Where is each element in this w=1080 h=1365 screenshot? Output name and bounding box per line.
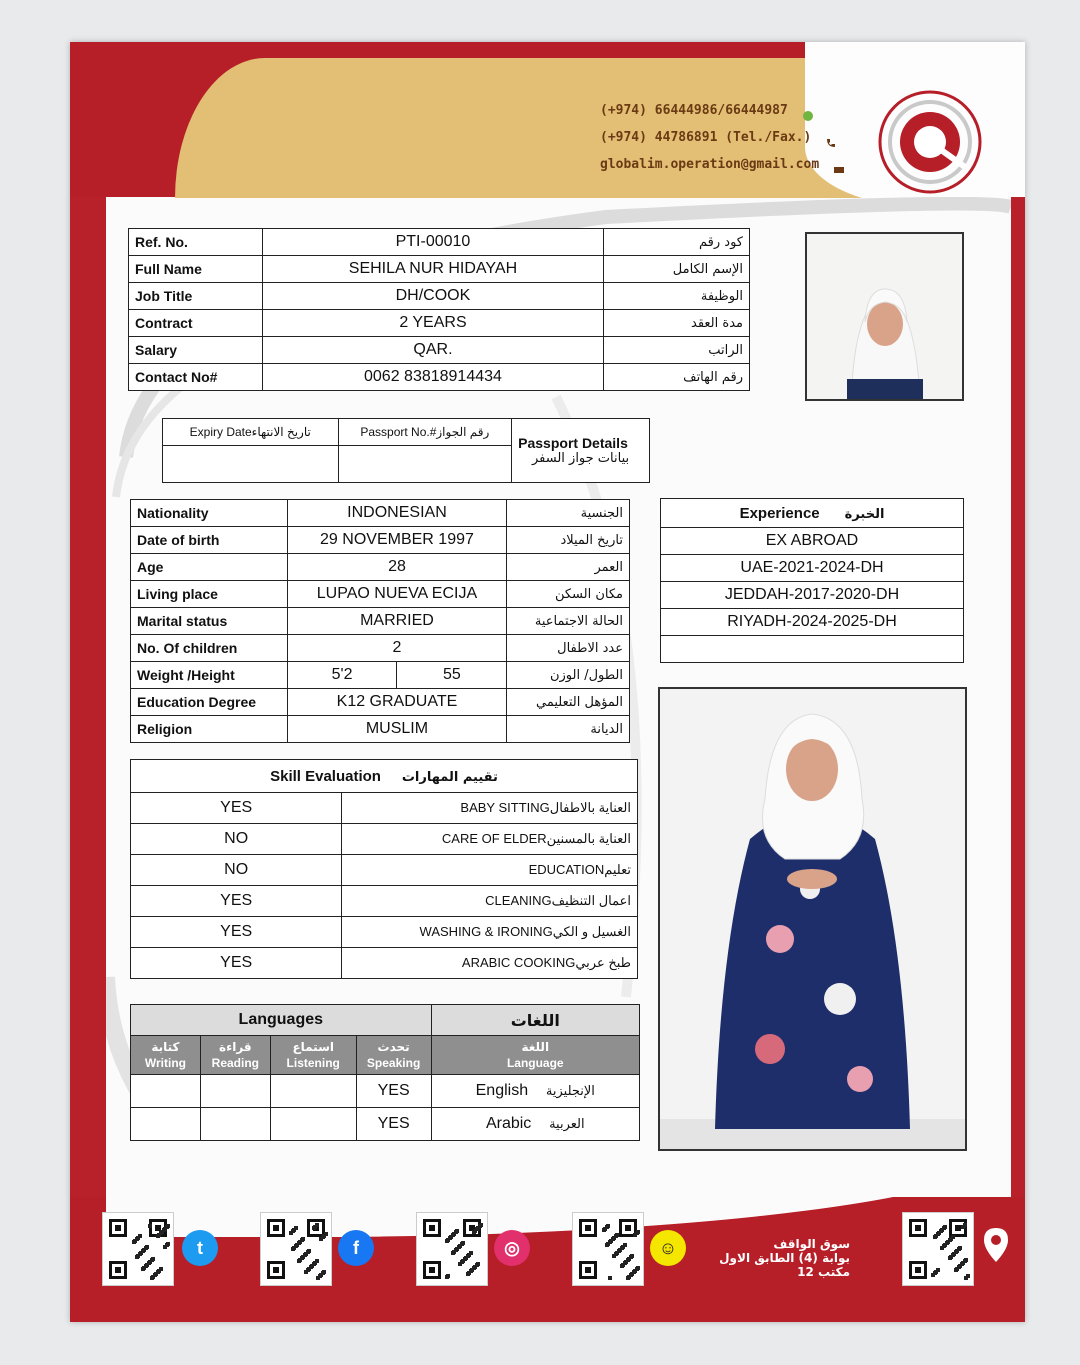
company-logo bbox=[875, 87, 985, 197]
languages-column-headers bbox=[131, 1036, 640, 1075]
address-line-2: بوابة (4) الطابق الاول مكتب 12 bbox=[719, 1251, 850, 1279]
experience-row bbox=[661, 609, 964, 636]
language-name-en: Arabic bbox=[485, 1115, 532, 1132]
personal-row bbox=[131, 527, 630, 554]
skill-name: ARABIC COOKINGطبخ عربي bbox=[342, 948, 638, 979]
weight-height-row bbox=[131, 662, 630, 689]
personal-value: MUSLIM bbox=[287, 716, 506, 743]
contact-block bbox=[600, 97, 845, 178]
passport-photo bbox=[805, 232, 964, 401]
language-column-header bbox=[356, 1036, 431, 1075]
personal-label-ar: العمر bbox=[507, 554, 630, 581]
basic-info-label-ar: الإسم الكامل bbox=[604, 256, 750, 283]
skill-row bbox=[131, 855, 638, 886]
qr-code-pattern bbox=[417, 1213, 487, 1285]
language-column-header bbox=[131, 1036, 201, 1075]
full-body-photo bbox=[658, 687, 967, 1151]
skill-value: YES bbox=[131, 917, 342, 948]
personal-value: 2 bbox=[287, 635, 506, 662]
basic-info-label: Ref. No. bbox=[129, 229, 263, 256]
personal-label: Education Degree bbox=[131, 689, 288, 716]
skill-name: CARE OF ELDERالعناية بالمسنين bbox=[342, 824, 638, 855]
cv-sheet bbox=[70, 42, 1025, 1322]
experience-table bbox=[660, 498, 964, 663]
basic-info-table bbox=[128, 228, 750, 391]
basic-info-label: Full Name bbox=[129, 256, 263, 283]
experience-row bbox=[661, 636, 964, 663]
basic-info-value: DH/COOK bbox=[262, 283, 604, 310]
basic-info-row bbox=[129, 283, 750, 310]
passport-expiry-value bbox=[163, 446, 339, 483]
qr-code-facebook[interactable] bbox=[260, 1212, 332, 1286]
qr-code-pattern bbox=[261, 1213, 331, 1285]
languages-title-ar: اللغات bbox=[431, 1005, 639, 1036]
language-name bbox=[431, 1075, 639, 1108]
language-column-header-ar: اللغة bbox=[521, 1040, 550, 1054]
language-name-en: English bbox=[475, 1082, 529, 1099]
personal-row bbox=[131, 554, 630, 581]
personal-label: Religion bbox=[131, 716, 288, 743]
basic-info-label: Contract bbox=[129, 310, 263, 337]
personal-value: INDONESIAN bbox=[287, 500, 506, 527]
language-writing-value bbox=[131, 1075, 201, 1108]
language-name-ar: العربية bbox=[549, 1117, 585, 1132]
phone-icon bbox=[825, 132, 837, 144]
language-reading-value bbox=[200, 1075, 270, 1108]
passport-number-label: Passport No.#رقم الجواز bbox=[338, 419, 512, 446]
skill-value: NO bbox=[131, 855, 342, 886]
language-column-header-en: Speaking bbox=[366, 1056, 421, 1070]
personal-row bbox=[131, 635, 630, 662]
language-column-header-en: Language bbox=[506, 1056, 564, 1070]
office-address bbox=[710, 1237, 850, 1279]
left-red-border bbox=[70, 197, 106, 1197]
skill-value: NO bbox=[131, 824, 342, 855]
basic-info-value: SEHILA NUR HIDAYAH bbox=[262, 256, 604, 283]
experience-title: Experience bbox=[739, 504, 820, 522]
basic-info-value: QAR. bbox=[262, 337, 604, 364]
experience-row bbox=[661, 555, 964, 582]
personal-label-ar: المؤهل التعليمي bbox=[507, 689, 630, 716]
personal-label-ar: عدد الاطفال bbox=[507, 635, 630, 662]
mobile-phone-text: (+974) 66444986/66444987 bbox=[600, 103, 788, 118]
language-column-header-ar: استماع bbox=[292, 1040, 334, 1054]
language-column-header-en: Reading bbox=[211, 1056, 259, 1070]
passport-expiry-label: Expiry Dateتاريخ الانتهاء bbox=[163, 419, 339, 446]
mobile-phone-line bbox=[600, 97, 845, 124]
language-row bbox=[131, 1108, 640, 1141]
passport-title-ar: بيانات جواز السفر bbox=[531, 451, 630, 466]
skill-value: YES bbox=[131, 886, 342, 917]
personal-row bbox=[131, 689, 630, 716]
language-name-ar: الإنجليزية bbox=[545, 1084, 595, 1099]
skill-value: YES bbox=[131, 793, 342, 824]
skill-name: CLEANINGاعمال التنظيف bbox=[342, 886, 638, 917]
basic-info-row bbox=[129, 229, 750, 256]
language-reading-value bbox=[200, 1108, 270, 1141]
basic-info-label-ar: رقم الهاتف bbox=[604, 364, 750, 391]
skill-value: YES bbox=[131, 948, 342, 979]
skills-title: Skill Evaluation bbox=[270, 767, 381, 785]
language-row bbox=[131, 1075, 640, 1108]
language-column-header-ar: تحدث bbox=[377, 1040, 410, 1054]
tel-fax-text: (+974) 44786891 (Tel./Fax.) bbox=[600, 130, 812, 145]
personal-row bbox=[131, 716, 630, 743]
personal-row bbox=[131, 581, 630, 608]
experience-item: UAE-2021-2024-DH bbox=[661, 555, 964, 582]
passport-number-value bbox=[338, 446, 512, 483]
skills-title-ar: تقييم المهارات bbox=[401, 769, 498, 785]
language-listening-value bbox=[270, 1108, 356, 1141]
experience-item: EX ABROAD bbox=[661, 528, 964, 555]
basic-info-label-ar: مدة العقد bbox=[604, 310, 750, 337]
language-column-header-ar: كتابة bbox=[151, 1040, 180, 1054]
basic-info-value: 2 YEARS bbox=[262, 310, 604, 337]
right-red-border bbox=[1011, 197, 1025, 1197]
personal-label: Nationality bbox=[131, 500, 288, 527]
personal-value: 28 bbox=[287, 554, 506, 581]
experience-item: JEDDAH-2017-2020-DH bbox=[661, 582, 964, 609]
language-listening-value bbox=[270, 1075, 356, 1108]
skill-name: WASHING & IRONINGالغسيل و الكي bbox=[342, 917, 638, 948]
qr-code-snapchat[interactable] bbox=[572, 1212, 644, 1286]
languages-table bbox=[130, 1004, 640, 1141]
basic-info-row bbox=[129, 310, 750, 337]
language-name bbox=[431, 1108, 639, 1141]
basic-info-label-ar: الراتب bbox=[604, 337, 750, 364]
language-column-header bbox=[200, 1036, 270, 1075]
personal-label-ar: مكان السكن bbox=[507, 581, 630, 608]
personal-label: Date of birth bbox=[131, 527, 288, 554]
basic-info-label: Salary bbox=[129, 337, 263, 364]
skill-row bbox=[131, 948, 638, 979]
mail-icon bbox=[833, 159, 845, 171]
qr-code-location[interactable] bbox=[902, 1212, 974, 1286]
language-column-header bbox=[270, 1036, 356, 1075]
basic-info-label: Job Title bbox=[129, 283, 263, 310]
weight-height-label: Weight /Height bbox=[131, 662, 288, 689]
personal-label: Age bbox=[131, 554, 288, 581]
personal-row bbox=[131, 500, 630, 527]
basic-info-value: 0062 83818914434 bbox=[262, 364, 604, 391]
weight-height-label-ar: الطول/ الوزن bbox=[507, 662, 630, 689]
experience-title-ar: الخبرة bbox=[844, 506, 885, 522]
qr-code-twitter[interactable] bbox=[102, 1212, 174, 1286]
instagram-icon[interactable]: ◎ bbox=[494, 1230, 530, 1266]
qr-code-instagram[interactable] bbox=[416, 1212, 488, 1286]
experience-item: RIYADH-2024-2025-DH bbox=[661, 609, 964, 636]
basic-info-value: PTI-00010 bbox=[262, 229, 604, 256]
weight-value: 55 bbox=[397, 662, 507, 689]
language-writing-value bbox=[131, 1108, 201, 1141]
personal-label-ar: الجنسية bbox=[507, 500, 630, 527]
twitter-icon[interactable]: t bbox=[182, 1230, 218, 1266]
whatsapp-icon bbox=[802, 105, 814, 117]
personal-value: LUPAO NUEVA ECIJA bbox=[287, 581, 506, 608]
personal-info-table bbox=[130, 499, 630, 743]
language-column-header-en: Listening bbox=[286, 1056, 340, 1070]
address-line-1: سوق الواقف bbox=[773, 1237, 850, 1251]
basic-info-row bbox=[129, 337, 750, 364]
skill-name: BABY SITTINGالعناية بالاطفال bbox=[342, 793, 638, 824]
language-speaking-value: YES bbox=[356, 1108, 431, 1141]
qr-code-pattern bbox=[573, 1213, 643, 1285]
languages-title: Languages bbox=[131, 1005, 432, 1036]
personal-row bbox=[131, 608, 630, 635]
tel-fax-line bbox=[600, 124, 845, 151]
language-speaking-value: YES bbox=[356, 1075, 431, 1108]
skills-table bbox=[130, 759, 638, 979]
passport-details-title bbox=[512, 419, 650, 483]
location-pin-icon bbox=[983, 1227, 1009, 1263]
personal-label-ar: الحالة الاجتماعية bbox=[507, 608, 630, 635]
skill-row bbox=[131, 793, 638, 824]
basic-info-label-ar: كود رقم bbox=[604, 229, 750, 256]
experience-row bbox=[661, 528, 964, 555]
experience-header bbox=[661, 499, 964, 528]
personal-label: No. Of children bbox=[131, 635, 288, 662]
snapchat-icon[interactable]: ☺ bbox=[650, 1230, 686, 1266]
basic-info-row bbox=[129, 256, 750, 283]
facebook-icon[interactable]: f bbox=[338, 1230, 374, 1266]
personal-label: Living place bbox=[131, 581, 288, 608]
language-column-header bbox=[431, 1036, 639, 1075]
qr-code-pattern bbox=[103, 1213, 173, 1285]
skill-row bbox=[131, 917, 638, 948]
email-text[interactable]: globalim.operation@gmail.com bbox=[600, 157, 820, 172]
passport-table bbox=[162, 418, 650, 483]
personal-value: K12 GRADUATE bbox=[287, 689, 506, 716]
skill-row bbox=[131, 886, 638, 917]
basic-info-label-ar: الوظيفة bbox=[604, 283, 750, 310]
basic-info-row bbox=[129, 364, 750, 391]
language-column-header-en: Writing bbox=[144, 1056, 186, 1070]
qr-code-pattern bbox=[903, 1213, 973, 1285]
experience-item bbox=[661, 636, 964, 663]
language-column-header-ar: قراءة bbox=[219, 1040, 252, 1054]
skills-header bbox=[131, 760, 638, 793]
passport-title-en: Passport Details bbox=[518, 435, 628, 451]
height-value: 5'2 bbox=[287, 662, 397, 689]
personal-label-ar: الديانة bbox=[507, 716, 630, 743]
personal-label-ar: تاريخ الميلاد bbox=[507, 527, 630, 554]
email-line bbox=[600, 151, 845, 178]
personal-label: Marital status bbox=[131, 608, 288, 635]
skill-name: EDUCATIONتعليم bbox=[342, 855, 638, 886]
personal-value: 29 NOVEMBER 1997 bbox=[287, 527, 506, 554]
personal-value: MARRIED bbox=[287, 608, 506, 635]
basic-info-label: Contact No# bbox=[129, 364, 263, 391]
experience-row bbox=[661, 582, 964, 609]
skill-row bbox=[131, 824, 638, 855]
